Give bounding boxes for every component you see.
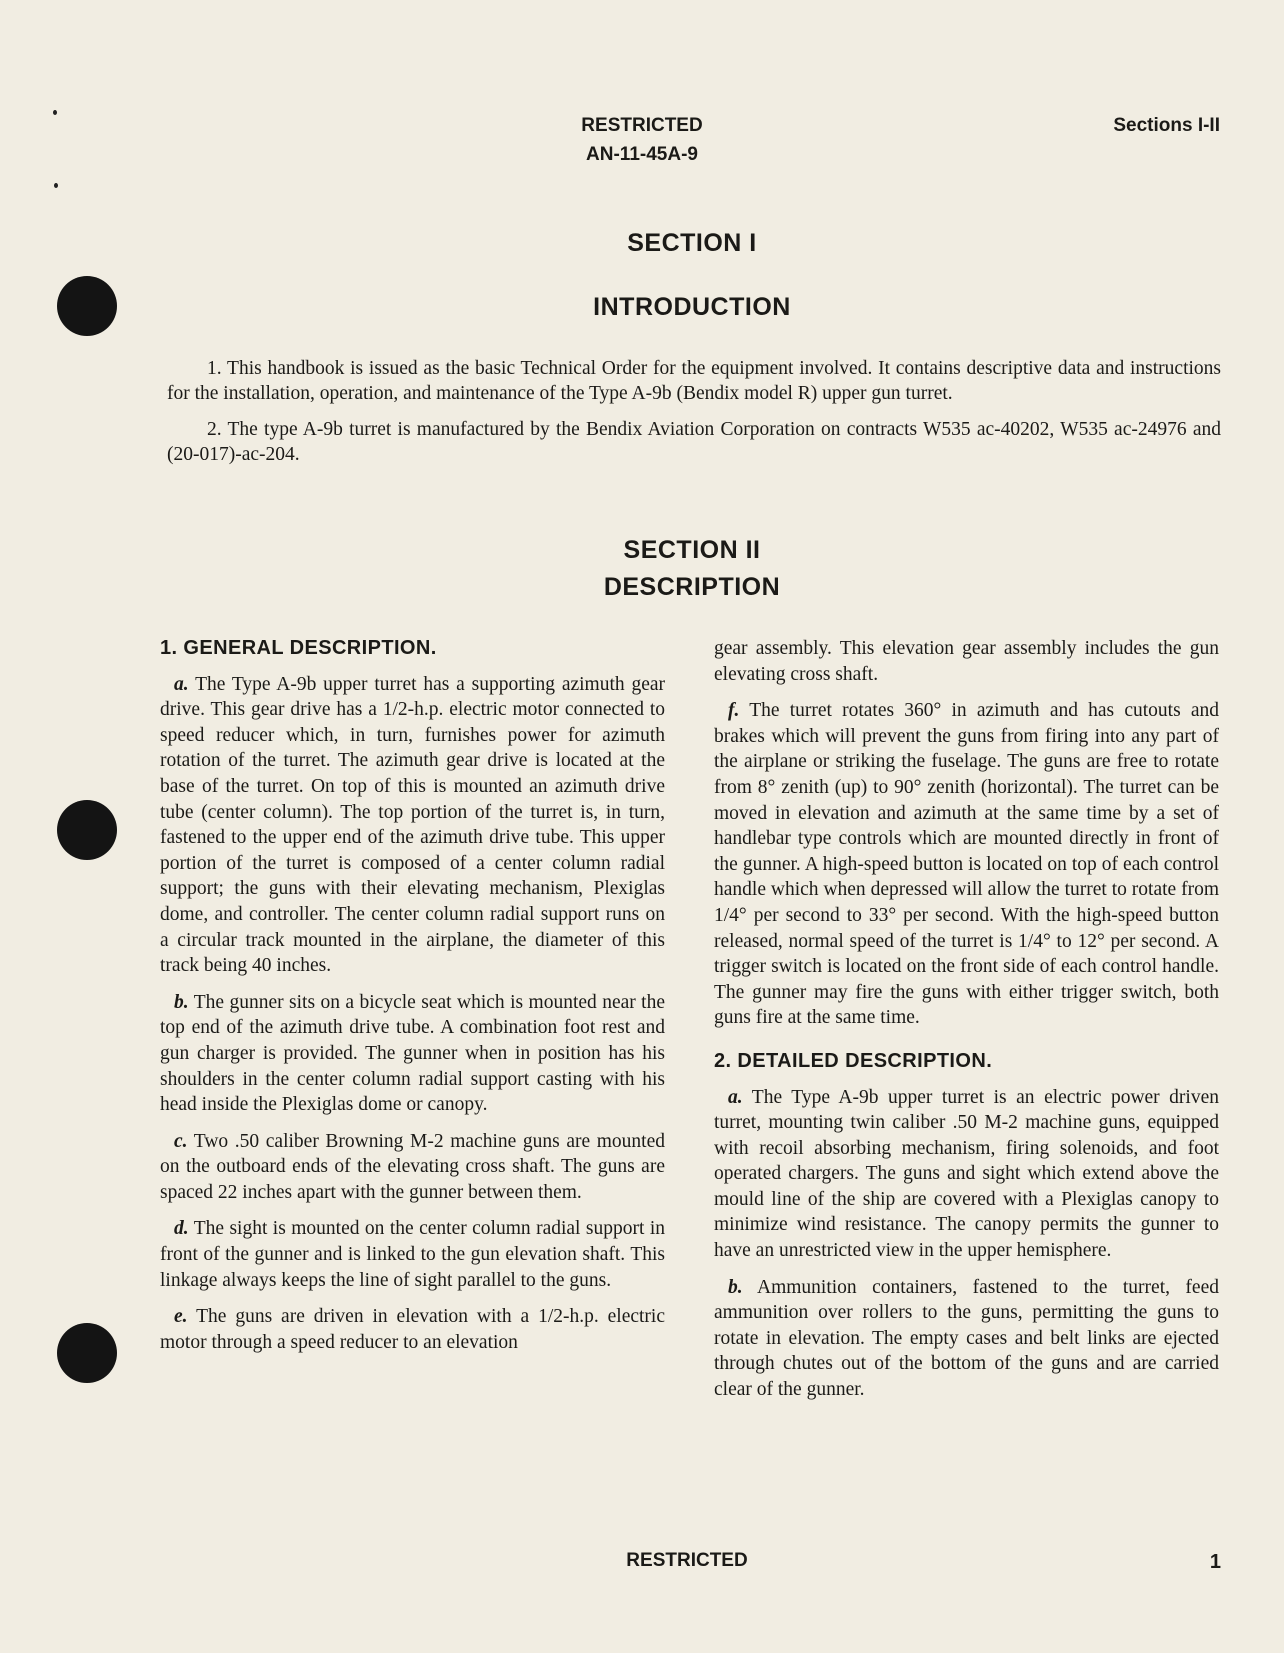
item-text: The guns are driven in elevation with a 1/2-h.p. electric motor through a speed reducer to an elevation [160, 1306, 665, 1353]
page-number: 1 [1209, 1551, 1221, 1573]
intro-paragraphs [167, 356, 1221, 467]
item-text: The gunner sits on a bicycle seat which is mounted near the top end of the azimuth drive tube. A combination foot rest and gun charger is provided. The gunner when in position has his shoulders in the center column radial support casting with his head inside the Plexiglas dome or canopy. [160, 991, 666, 1116]
item-letter: a. [728, 1086, 743, 1108]
general-item-c [160, 1129, 665, 1206]
item-letter: b. [174, 991, 189, 1013]
document-number: AN-11-45A-9 [586, 143, 698, 165]
item-e-continuation: gear assembly. This elevation gear assembly includes the gun elevating cross shaft. [714, 638, 1219, 685]
section1-subtitle: INTRODUCTION [593, 293, 791, 321]
item-letter: d. [174, 1218, 189, 1240]
general-item-d [160, 1216, 665, 1293]
detailed-description-heading: 2. DETAILED DESCRIPTION. [714, 1049, 993, 1072]
punch-hole-middle [57, 800, 117, 860]
item-letter: c. [174, 1130, 188, 1152]
item-text: The sight is mounted on the center column radial support in front of the gunner and is linked to the gun elevation shaft. This linkage always keeps the line of sight parallel to the guns. [160, 1218, 665, 1291]
item-text: Ammunition containers, fastened to the turret, feed ammunition over rollers to the guns, permitting the guns to rotate in elevation. The empty cases and belt links are ejected through chutes out of the bottom of the guns and are carried clear of the gunner. [714, 1276, 1219, 1401]
speck-mark [54, 183, 58, 188]
right-column [714, 636, 1219, 1414]
sections-label: Sections I-II [1113, 115, 1220, 136]
intro-paragraph-2: 2. The type A-9b turret is manufactured by the Bendix Aviation Corporation on contracts W535 ac-40202, W535 ac-24976 and (20-017)-ac-204. [167, 419, 1221, 465]
detailed-item-a [714, 1085, 1219, 1264]
header-classification: RESTRICTED [581, 115, 703, 136]
item-text: The turret rotates 360° in azimuth and has cutouts and brakes which will prevent the guns from firing into any part of the airplane or striking the fuselage. The guns are free to rotate from 8° zenith (up) to 90° zenith (horizontal). The turret can be moved in elevation and azimuth at the same time by a set of handlebar type controls which are mounted directly in front of the gunner. A high-speed button is located on top of each control handle which when depressed will allow the turret to rotate from 1/4° per second to 33° per second. With the high-speed button released, normal speed of the turret is 1/4° to 12° per second. A trigger switch is located on the front side of each control handle. The gunner may fire the guns with either trigger switch, both guns fire at the same time. [714, 700, 1219, 1029]
section1-title: SECTION I [627, 229, 757, 257]
left-column [160, 636, 665, 1366]
general-item-b [160, 990, 665, 1118]
general-item-a [160, 672, 665, 979]
item-letter: a. [174, 673, 189, 695]
general-item-f [714, 698, 1219, 1031]
item-text: Two .50 caliber Browning M-2 machine guns are mounted on the outboard ends of the elevating cross shaft. The guns are spaced 22 inches apart with the gunner between them. [160, 1130, 665, 1203]
general-description-heading: 1. GENERAL DESCRIPTION. [160, 637, 437, 659]
punch-hole-bottom [57, 1323, 117, 1383]
section2-title: SECTION II [623, 536, 761, 564]
item-letter: e. [174, 1306, 188, 1328]
item-text: The Type A-9b upper turret is an electric power driven turret, mounting twin caliber .50 M-2 machine guns, equipped with recoil absorbing mechanism, firing solenoids, and foot operated chargers. The guns and sight which extend above the mould line of the ship are covered with a Plexiglas canopy to minimize wind resistance. The canopy permits the gunner to have an unrestricted view in the upper hemisphere. [714, 1086, 1220, 1262]
item-letter: f. [728, 700, 740, 722]
section2-subtitle: DESCRIPTION [603, 573, 781, 601]
footer-classification: RESTRICTED [626, 1550, 748, 1571]
item-letter: b. [728, 1276, 743, 1298]
item-text: The Type A-9b upper turret has a supporting azimuth gear drive. This gear drive has a 1/2-h.p. electric motor connected to speed reducer which, in turn, furnishes power for azimuth rotation of the turret. The azimuth gear drive is located at the base of the turret. On top of this is mounted an azimuth drive tube (center column). The top portion of the turret is, in turn, fastened to the upper end of the azimuth drive tube. This upper portion of the turret is composed of a center column radial support; the guns with their elevating mechanism, Plexiglas dome, and controller. The center column radial support runs on a circular track mounted in the airplane, the diameter of this track being 40 inches. [160, 673, 665, 977]
page-header [0, 112, 1284, 169]
detailed-item-b [714, 1275, 1219, 1403]
general-item-e [160, 1304, 665, 1355]
intro-paragraph-1: 1. This handbook is issued as the basic Technical Order for the equipment involved. It contains descriptive data and instructions for the installation, operation, and maintenance of the Type A-9b (Bendix model R) upper gun turret. [167, 358, 1221, 404]
